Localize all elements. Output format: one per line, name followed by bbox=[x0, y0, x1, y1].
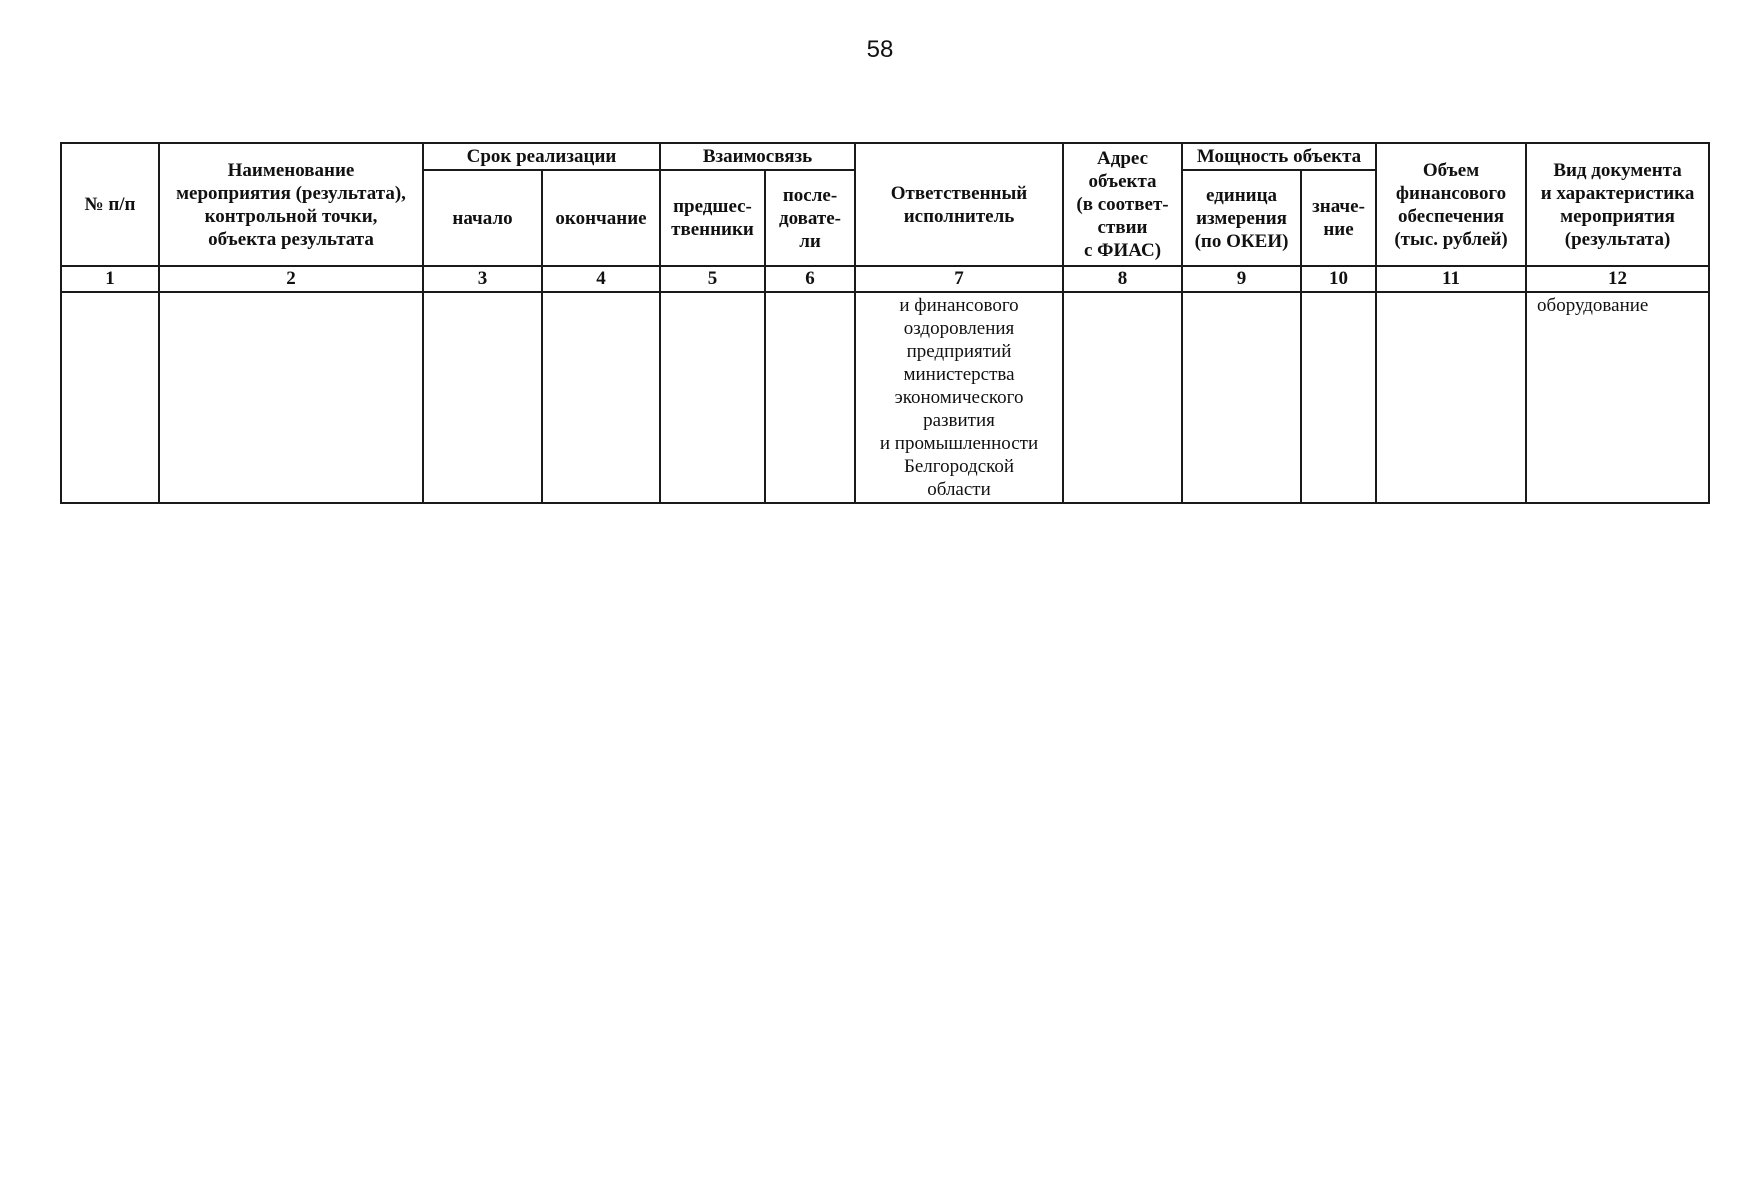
cell-value bbox=[1301, 292, 1376, 503]
cell-number bbox=[61, 292, 159, 503]
header-start: начало bbox=[423, 170, 542, 266]
page-number: 58 bbox=[866, 36, 894, 63]
cell-start bbox=[423, 292, 542, 503]
cell-successors bbox=[765, 292, 855, 503]
header-address: Адрес объекта (в соответ- ствии с ФИАС) bbox=[1063, 143, 1182, 266]
column-number: 2 bbox=[159, 266, 423, 292]
table-row bbox=[61, 292, 1709, 503]
cell-predecessors bbox=[660, 292, 765, 503]
header-group-vzaimosvyaz: Взаимосвязь bbox=[660, 143, 855, 170]
column-number: 4 bbox=[542, 266, 660, 292]
header-value: значе- ние bbox=[1301, 170, 1376, 266]
header-group-moshchnost: Мощность объекта bbox=[1182, 143, 1376, 170]
header-row bbox=[61, 143, 1709, 170]
header-unit: единица измерения (по ОКЕИ) bbox=[1182, 170, 1301, 266]
header-funding: Объем финансового обеспечения (тыс. рублей) bbox=[1376, 143, 1526, 266]
cell-funding bbox=[1376, 292, 1526, 503]
header-end: окончание bbox=[542, 170, 660, 266]
header-successors: после- довате- ли bbox=[765, 170, 855, 266]
column-number: 5 bbox=[660, 266, 765, 292]
column-number: 10 bbox=[1301, 266, 1376, 292]
header-number: № п/п bbox=[61, 143, 159, 266]
header-group-srok: Срок реализации bbox=[423, 143, 660, 170]
cell-address bbox=[1063, 292, 1182, 503]
column-number: 1 bbox=[61, 266, 159, 292]
cell-name bbox=[159, 292, 423, 503]
column-number: 6 bbox=[765, 266, 855, 292]
header-responsible: Ответственный исполнитель bbox=[855, 143, 1063, 266]
cell-document-type: оборудование bbox=[1526, 292, 1709, 503]
table-body bbox=[61, 266, 1709, 503]
cell-unit bbox=[1182, 292, 1301, 503]
cell-responsible: и финансового оздоровления предприятий министерства экономического развития и промышленности Белгородской области bbox=[855, 292, 1063, 503]
plan-table bbox=[60, 142, 1710, 504]
column-number: 3 bbox=[423, 266, 542, 292]
header-predecessors: предшес- твенники bbox=[660, 170, 765, 266]
column-number: 12 bbox=[1526, 266, 1709, 292]
column-number: 7 bbox=[855, 266, 1063, 292]
column-number: 11 bbox=[1376, 266, 1526, 292]
header-document-type: Вид документа и характеристика мероприятия (результата) bbox=[1526, 143, 1709, 266]
cell-end bbox=[542, 292, 660, 503]
column-number: 9 bbox=[1182, 266, 1301, 292]
table-header bbox=[61, 143, 1709, 266]
header-name: Наименование мероприятия (результата), контрольной точки, объекта результата bbox=[159, 143, 423, 266]
column-number: 8 bbox=[1063, 266, 1182, 292]
column-number-row bbox=[61, 266, 1709, 292]
